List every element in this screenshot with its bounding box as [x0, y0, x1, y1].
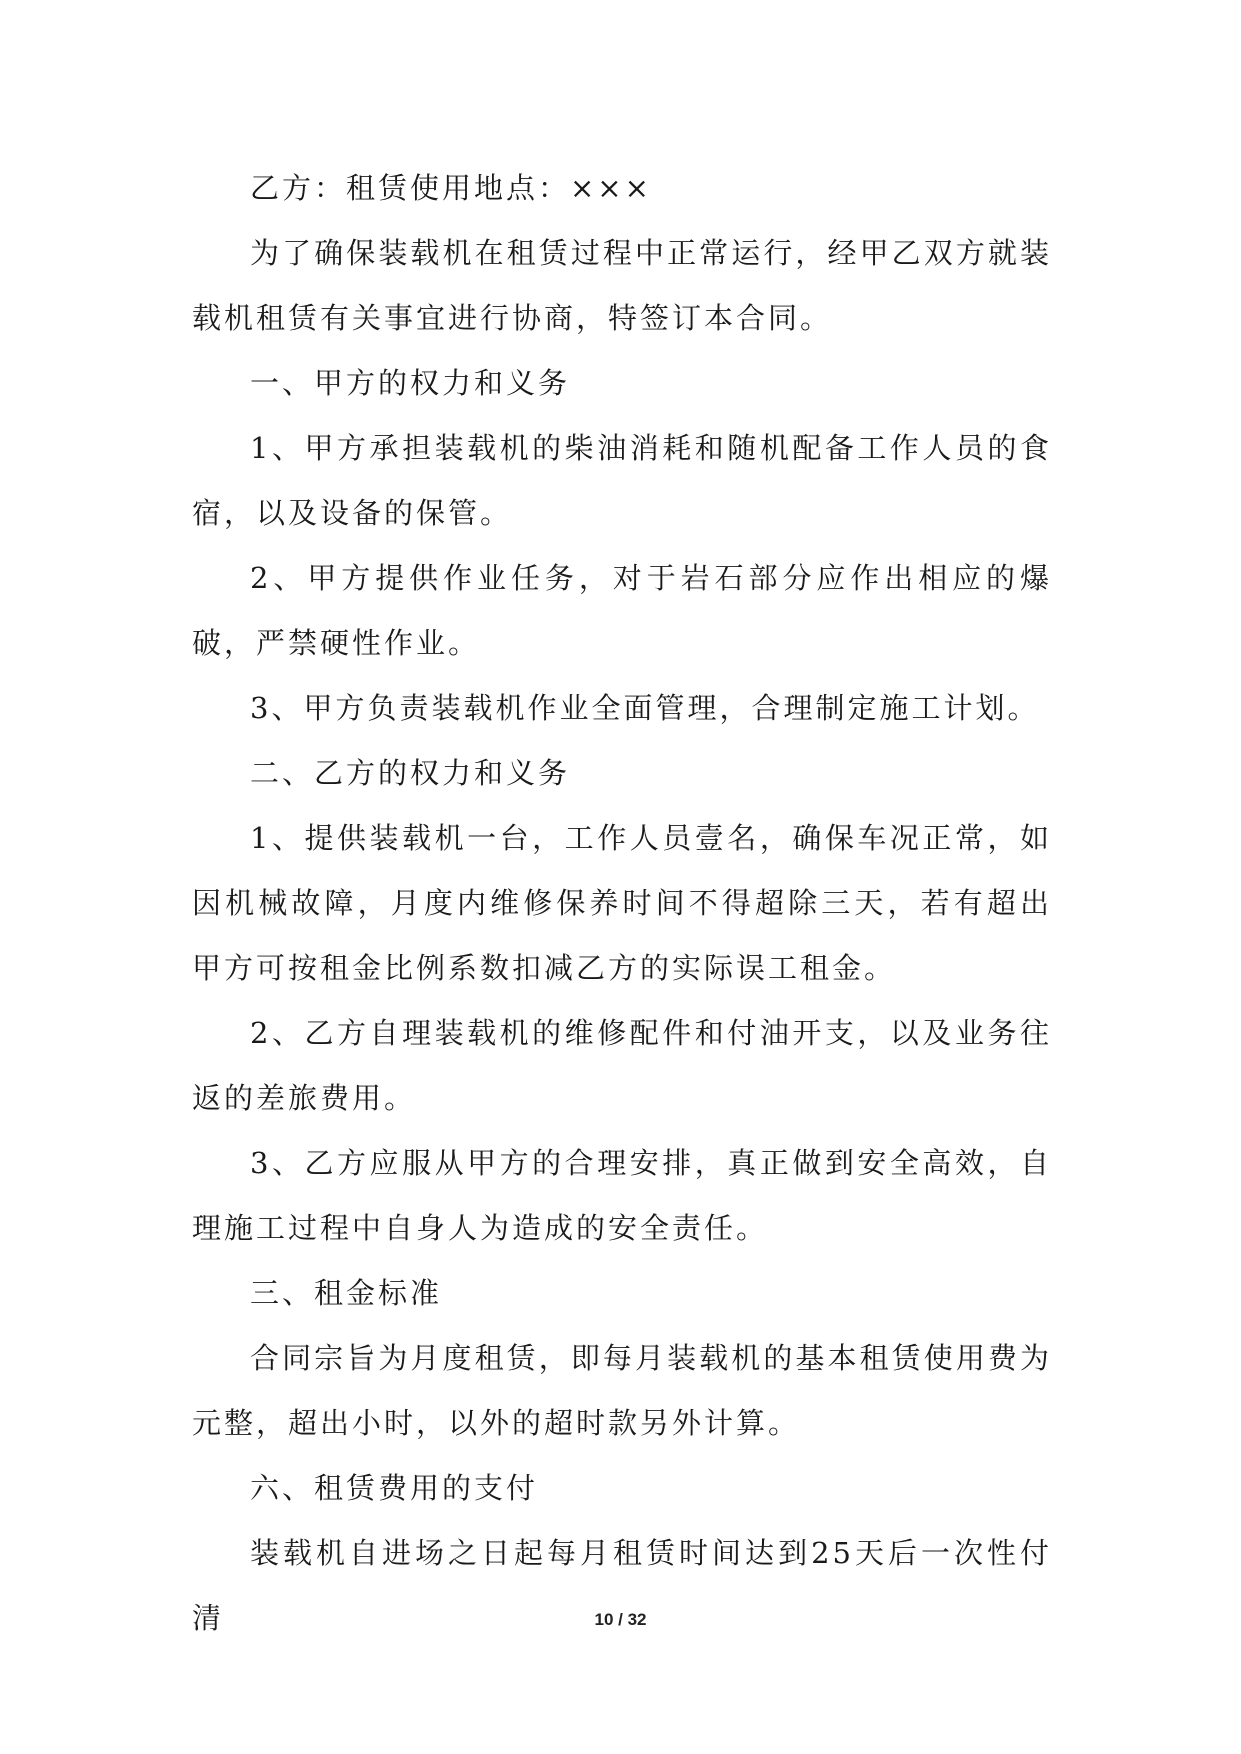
paragraph-party-a-item-1: 1、甲方承担装载机的柴油消耗和随机配备工作人员的食宿，以及设备的保管。 — [192, 431, 1052, 530]
paragraph-party-a-item-3: 3、甲方负责装载机作业全面管理，合理制定施工计划。 — [250, 691, 1040, 725]
document-body — [192, 156, 1052, 1651]
paragraph-party-b-location: 乙方：租赁使用地点：××× — [250, 171, 652, 205]
paragraph-rent-payment: 装载机自进场之日起每月租赁时间达到25天后一次性付清 — [192, 1536, 1052, 1635]
page-number: 10 / 32 — [594, 1610, 647, 1629]
heading-party-b-rights: 二、乙方的权力和义务 — [250, 756, 571, 790]
paragraph-party-b-item-3: 3、乙方应服从甲方的合理安排，真正做到安全高效，自理施工过程中自身人为造成的安全责任。 — [192, 1146, 1052, 1245]
paragraph-preamble: 为了确保装载机在租赁过程中正常运行，经甲乙双方就装载机租赁有关事宜进行协商，特签订本合同。 — [192, 236, 1052, 335]
paragraph-rent-standard: 合同宗旨为月度租赁，即每月装载机的基本租赁使用费为元整，超出小时，以外的超时款另外计算。 — [192, 1341, 1052, 1440]
heading-rent-payment: 六、租赁费用的支付 — [250, 1471, 539, 1505]
paragraph-party-b-item-1: 1、提供装载机一台，工作人员壹名，确保车况正常，如因机械故障，月度内维修保养时间不得超除三天，若有超出甲方可按租金比例系数扣减乙方的实际误工租金。 — [192, 821, 1052, 985]
paragraph-party-b-item-2: 2、乙方自理装载机的维修配件和付油开支，以及业务往返的差旅费用。 — [192, 1016, 1052, 1115]
heading-party-a-rights: 一、甲方的权力和义务 — [250, 366, 571, 400]
heading-rent-standard: 三、租金标准 — [250, 1276, 443, 1310]
paragraph-party-a-item-2: 2、甲方提供作业任务，对于岩石部分应作出相应的爆破，严禁硬性作业。 — [192, 561, 1052, 660]
